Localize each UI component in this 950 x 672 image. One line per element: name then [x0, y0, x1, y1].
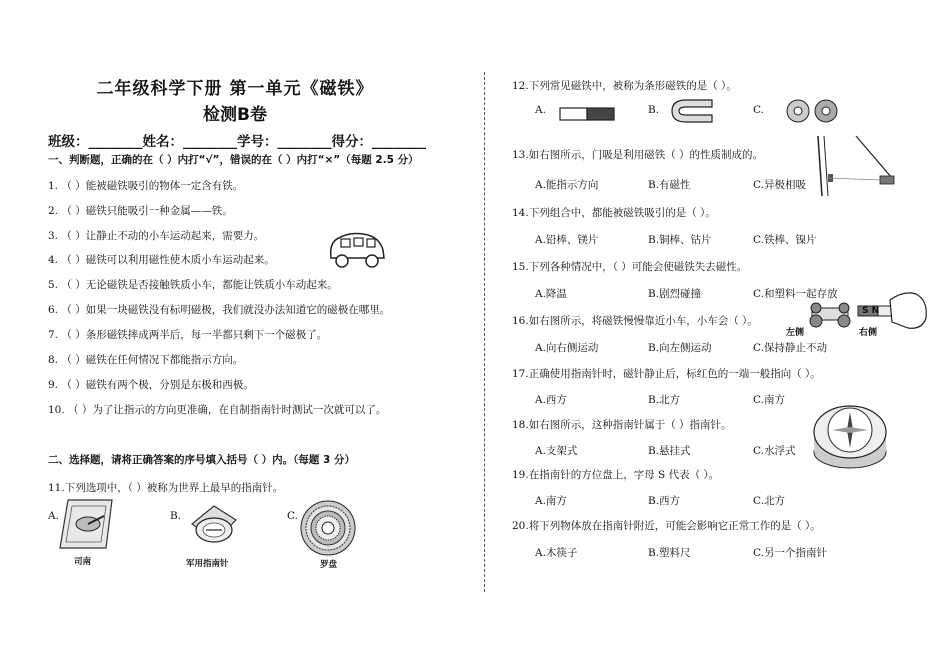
q12-option-a: A.	[535, 104, 546, 116]
judge-item-9: 9. （ ）磁铁有两个极，分别是东极和西极。	[48, 379, 254, 391]
q19-stem: 19.在指南针的方位盘上，字母 S 代表（ ）。	[512, 469, 720, 481]
q20-stem: 20.将下列物体放在指南针附近，可能会影响它正常工作的是（ ）。	[512, 520, 821, 532]
judge-item-1: 1. （ ）能被磁铁吸引的物体一定含有铁。	[48, 180, 244, 192]
page-subtitle: 检测B卷	[203, 105, 267, 125]
q13-option-c: C.异极相吸	[753, 179, 806, 191]
q11-stem: 11.下列选项中，（ ）被称为世界上最早的指南针。	[48, 482, 284, 494]
q16-magnet-letters: S N	[862, 306, 880, 316]
section1-heading: 一、判断题，正确的在（ ）内打“√”，错误的在（ ）内打“×”（每题 2.5 分）	[48, 154, 419, 166]
q11-option-a-label: A.	[48, 510, 59, 522]
q11-caption-c: 罗盘	[320, 560, 338, 570]
floating-compass-image	[812, 402, 888, 472]
q11-caption-a: 司南	[74, 557, 92, 567]
judge-item-10: 10. （ ）为了让指示的方向更准确，在自制指南针时测试一次就可以了。	[48, 404, 387, 416]
q17-stem: 17.正确使用指南针时，磁针静止后，标红色的一端一般指向（ ）。	[512, 368, 821, 380]
q17-option-c: C.南方	[753, 394, 785, 406]
door-stopper-image	[808, 134, 898, 198]
q11-option-c-label: C.	[287, 510, 298, 522]
judge-item-2: 2. （ ）磁铁只能吸引一种金属——铁。	[48, 205, 233, 217]
section2-heading: 二、选择题，请将正确答案的序号填入括号（ ）内。（每题 3 分）	[48, 454, 356, 466]
q14-option-c: C.铁棒、镍片	[753, 234, 817, 246]
q13-stem: 13.如右图所示，门吸是利用磁铁（ ）的性质制成的。	[512, 149, 764, 161]
q15-option-b: B.剧烈碰撞	[648, 288, 702, 300]
column-divider	[484, 72, 485, 592]
q17-option-b: B.北方	[648, 394, 681, 406]
judge-item-3: 3. （ ）让静止不动的小车运动起来，需要力。	[48, 230, 265, 242]
toy-car-image	[327, 230, 387, 270]
q16-option-b: B.向左侧运动	[648, 342, 712, 354]
q16-stem: 16.如右图所示，将磁铁慢慢靠近小车，小车会（ ）。	[512, 315, 758, 327]
judge-item-5: 5. （ ）无论磁铁是否接触铁质小车，都能让铁质小车动起来。	[48, 279, 338, 291]
q11-caption-b: 军用指南针	[186, 559, 229, 569]
q13-option-b: B.有磁性	[648, 179, 691, 191]
q15-option-c: C.和塑料一起存放	[753, 288, 838, 300]
judge-item-7: 7. （ ）条形磁铁摔成两半后，每一半都只剩下一个磁极了。	[48, 329, 328, 341]
student-info-line: 班级：________姓名：________学号：________得分：________	[48, 134, 426, 150]
sinan-spoon-image	[58, 498, 114, 550]
q19-option-c: C.北方	[753, 495, 785, 507]
q12-option-b: B.	[648, 104, 660, 116]
q15-stem: 15.下列各种情况中，（ ）可能会使磁铁失去磁性。	[512, 261, 748, 273]
page-title: 二年级科学下册 第一单元《磁铁》	[96, 79, 374, 99]
q18-stem: 18.如右图所示，这种指南针属于（ ）指南针。	[512, 419, 732, 431]
q18-option-c: C.水浮式	[753, 445, 796, 457]
q13-option-a: A.能指示方向	[535, 179, 599, 191]
q20-option-c: C.另一个指南针	[753, 547, 827, 559]
u-magnet-image	[668, 96, 716, 126]
toy-cart-image	[808, 300, 852, 330]
q14-option-a: A.铅棒、镁片	[535, 234, 599, 246]
q16-option-c: C.保持静止不动	[753, 342, 827, 354]
judge-item-6: 6. （ ）如果一块磁铁没有标明磁极，我们就没办法知道它的磁极在哪里。	[48, 304, 391, 316]
q18-option-a: A.支架式	[535, 445, 578, 457]
q11-option-b-label: B.	[170, 510, 182, 522]
judge-item-8: 8. （ ）磁铁在任何情况下都能指示方向。	[48, 354, 244, 366]
q19-option-b: B.西方	[648, 495, 681, 507]
q16-option-a: A.向右侧运动	[535, 342, 599, 354]
q20-option-b: B.塑料尺	[648, 547, 691, 559]
q20-option-a: A.木筷子	[535, 547, 578, 559]
q19-option-a: A.南方	[535, 495, 567, 507]
bar-magnet-image	[558, 104, 618, 124]
luopan-compass-image	[300, 500, 356, 556]
q18-option-b: B.悬挂式	[648, 445, 691, 457]
q14-option-b: B.铜棒、钴片	[648, 234, 712, 246]
q16-right-label: 右侧	[859, 328, 878, 338]
q15-option-a: A.降温	[535, 288, 567, 300]
ring-magnets-image	[784, 98, 844, 124]
q12-option-c: C.	[753, 104, 764, 116]
judge-item-4: 4. （ ）磁铁可以利用磁性使木质小车运动起来。	[48, 254, 275, 266]
military-compass-image	[188, 500, 240, 550]
q16-left-label: 左侧	[786, 328, 805, 338]
q14-stem: 14.下列组合中，都能被磁铁吸引的是（ ）。	[512, 207, 716, 219]
q17-option-a: A.西方	[535, 394, 567, 406]
q12-stem: 12.下列常见磁铁中，被称为条形磁铁的是（ ）。	[512, 80, 737, 92]
